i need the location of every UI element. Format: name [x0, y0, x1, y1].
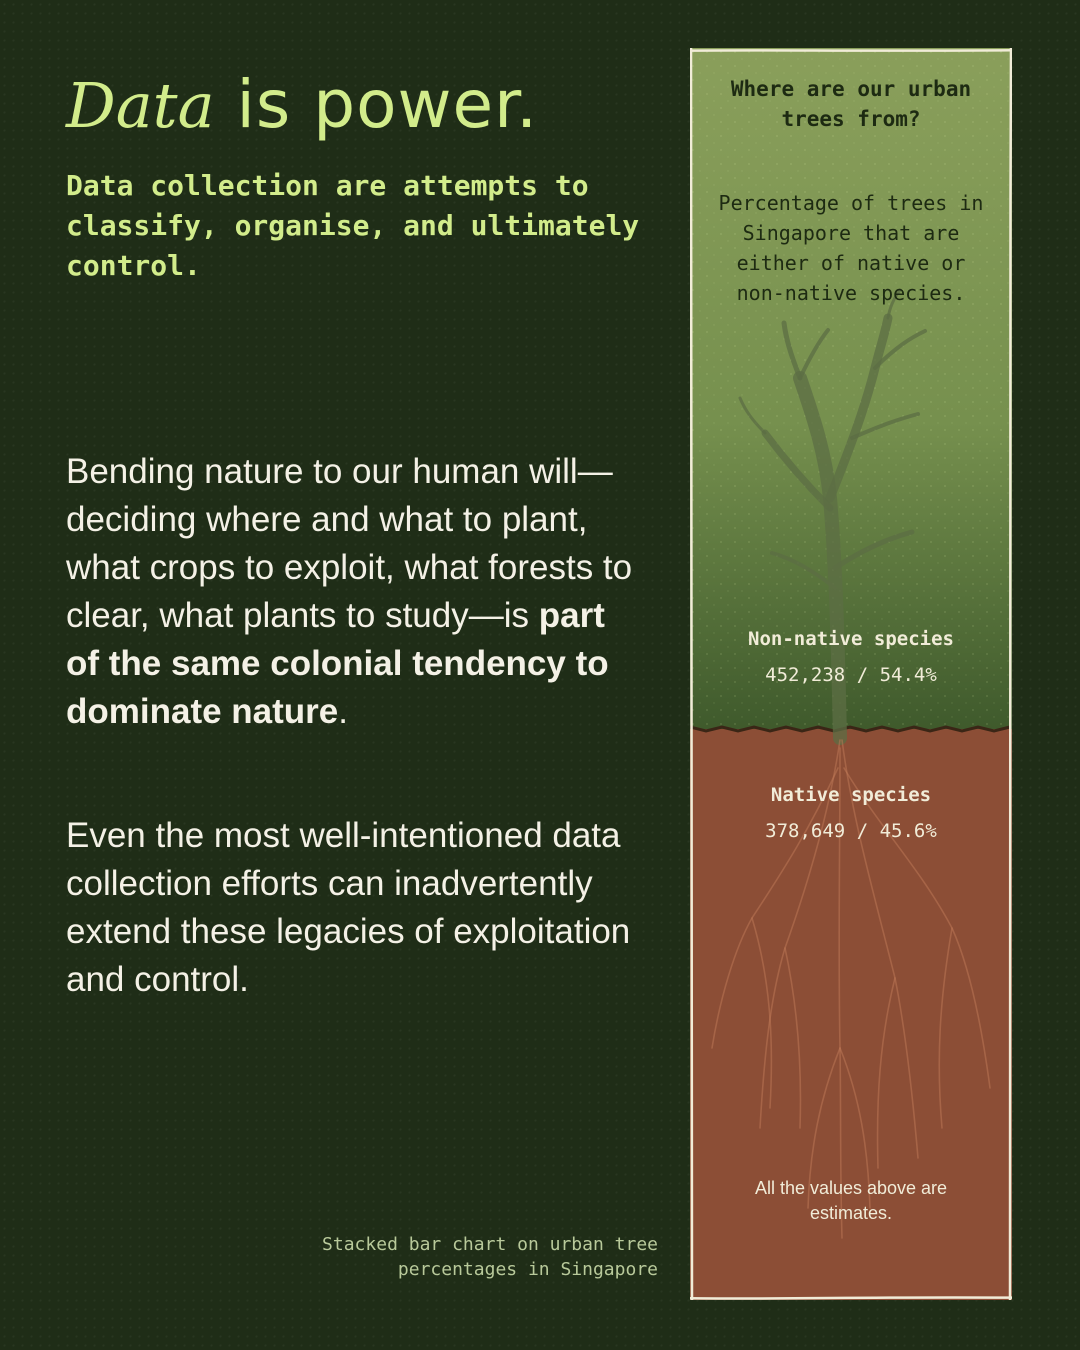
chart-caption: [322, 1232, 658, 1282]
subhead: Data collection are attempts to classify, organise, and ultimately control.: [66, 169, 640, 282]
headline-rest: is power.: [214, 66, 539, 143]
segment-label-non-native: Non-native species: [748, 628, 954, 650]
segment-value-native: [690, 818, 1012, 844]
count-non-native: 452,238: [765, 664, 846, 686]
chart-subtitle: Percentage of trees in Singapore that are either of native or non-native species.: [718, 191, 984, 305]
segment-label-native: Native species: [770, 784, 932, 806]
headline-word-data: Data: [66, 69, 215, 142]
chart-title: Where are our urban trees from?: [730, 77, 972, 131]
percent-native: 45.6%: [879, 820, 937, 842]
chart-caption-line-1: Stacked bar chart on urban tree: [322, 1234, 658, 1255]
body-paragraph-1-lead: Bending nature to our human will—deciding where and what to plant, what crops to exploit, what forests to clear, what plants to study—is: [66, 452, 633, 635]
body-paragraph-1-emphasis: part of the same colonial tendency to dominate nature: [66, 596, 609, 731]
percent-non-native: 54.4%: [879, 664, 937, 686]
segment-value-non-native: [690, 662, 1012, 688]
separator: /: [856, 664, 869, 686]
estimates-note: All the values above are estimates.: [754, 1178, 948, 1223]
body-paragraph-1-end: .: [338, 692, 348, 731]
stacked-bar-chart: [690, 48, 1012, 1300]
chart-caption-line-2: percentages in Singapore: [397, 1259, 658, 1280]
separator: /: [856, 820, 869, 842]
count-native: 378,649: [765, 820, 846, 842]
headline: [66, 66, 539, 143]
body-paragraph-1: [66, 448, 636, 736]
body-paragraph-2: Even the most well-intentioned data collection efforts can inadvertently extend these legacies of exploitation and control.: [66, 816, 631, 999]
